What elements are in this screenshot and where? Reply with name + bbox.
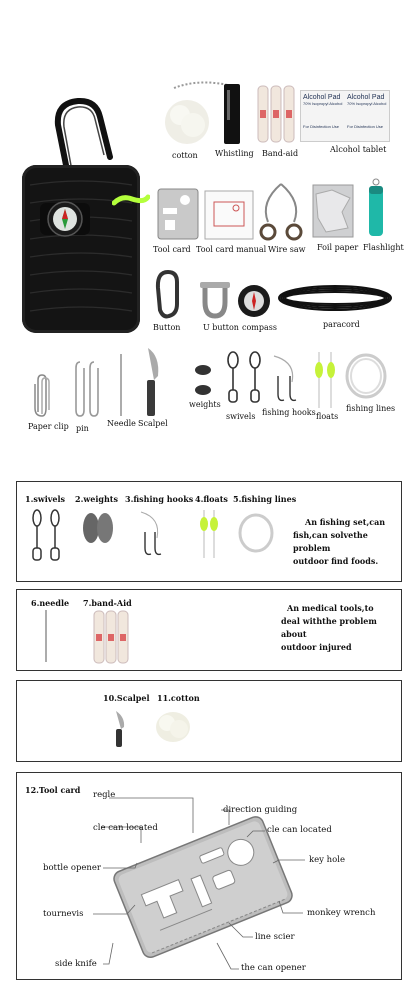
- paper-clip-icon: [32, 372, 52, 420]
- fishing-lines-icon: [344, 352, 388, 400]
- floats-icon: [197, 508, 221, 560]
- alcohol-pad-title-1: Alcohol Pad: [303, 94, 341, 101]
- pin-icon: [72, 358, 104, 420]
- alcohol-pad-foot-2: For Disinfection Use: [347, 124, 384, 129]
- callout-side-knife: side knife: [55, 959, 97, 969]
- item-fishing-hooks: 3.fishing hooks: [125, 494, 194, 504]
- fishing-lines-icon: [237, 512, 275, 554]
- label-pin: pin: [76, 424, 89, 433]
- label-swivels: swivels: [226, 412, 256, 421]
- swivels-icon: [222, 350, 268, 410]
- tool-card-title: 12.Tool card: [25, 785, 81, 795]
- label-paper-clip: Paper clip: [28, 422, 69, 431]
- medical-desc-line: deal withthe problem about: [281, 616, 377, 639]
- label-cotton: cotton: [172, 151, 198, 160]
- band-aid-icon: [256, 84, 296, 144]
- floats-icon: [310, 350, 340, 410]
- tool-card-panel: [16, 772, 402, 980]
- fishing-desc-line: outdoor find foods.: [293, 556, 379, 566]
- label-tool-card: Tool card: [153, 245, 191, 254]
- needle-icon: [117, 352, 125, 418]
- callout-bottle-opener: bottle opener: [43, 863, 101, 873]
- medical-desc-line: outdoor injured: [281, 642, 352, 652]
- scalpel-icon: [142, 346, 162, 418]
- label-button: Button: [153, 323, 181, 332]
- item-weights: 2.weights: [75, 494, 118, 504]
- tool-card-manual-icon: [204, 190, 254, 240]
- alcohol-pad-sub-1: 70% Isopropyl Alcohol: [303, 101, 343, 106]
- label-wire-saw: Wire saw: [268, 245, 306, 254]
- cord-toggle-icon: [112, 193, 150, 213]
- label-whistling: Whistling: [215, 149, 254, 158]
- callout-can-opener: the can opener: [241, 963, 306, 973]
- compass-icon: [234, 283, 274, 319]
- label-flashlight: Flashlight: [363, 243, 404, 252]
- item-band-aid: 7.band-Aid: [83, 598, 132, 608]
- item-swivels: 1.swivels: [25, 494, 66, 504]
- label-fishing-lines: fishing lines: [346, 404, 396, 413]
- callout-line-scier: line scier: [255, 932, 295, 942]
- label-compass: compass: [242, 323, 277, 332]
- fishing-desc-line: An fishing set,can: [305, 517, 386, 527]
- label-u-button: U button: [203, 323, 239, 332]
- label-fishing-hooks: fishing hooks: [262, 408, 316, 417]
- item-floats: 4.floats: [195, 494, 228, 504]
- label-alcohol-tablet: Alcohol tablet: [330, 145, 387, 154]
- label-tool-card-manual: Tool card manual: [196, 245, 267, 254]
- item-cotton: 11.cotton: [157, 693, 200, 703]
- medical-panel: [16, 589, 402, 671]
- fishing-hooks-icon: [135, 508, 165, 560]
- label-band-aid: Band-aid: [262, 149, 299, 158]
- scalpel-cotton-panel: [16, 680, 402, 762]
- callout-cle-left: cle can located: [93, 823, 158, 833]
- label-foil-paper: Foil paper: [317, 243, 359, 252]
- cotton-icon: [153, 709, 193, 745]
- item-scalpel: 10.Scalpel: [103, 693, 150, 703]
- alcohol-pad-sub-2: 70% Isopropyl Alcohol: [347, 101, 387, 106]
- fishing-description: [293, 516, 401, 568]
- medical-desc-line: An medical tools,to: [287, 603, 374, 613]
- whistle-icon: [170, 78, 250, 148]
- fishing-hooks-icon: [268, 352, 302, 406]
- callout-key-hole: key hole: [309, 855, 346, 865]
- needle-icon: [42, 608, 50, 664]
- callout-tournevis: tournevis: [43, 909, 84, 919]
- label-weights: weights: [189, 400, 221, 409]
- scalpel-icon: [113, 709, 127, 749]
- fishing-desc-line: fish,can solvethe problem: [293, 530, 368, 553]
- callout-cle-right: cle can located: [267, 825, 332, 835]
- swivels-icon: [27, 508, 65, 566]
- u-button-icon: [198, 276, 232, 322]
- callout-monkey-wrench: monkey wrench: [307, 908, 376, 918]
- label-scalpel: Scalpel: [138, 419, 168, 428]
- item-fishing-lines: 5.fishing lines: [233, 494, 297, 504]
- alcohol-pad-foot-1: For Disinfection Use: [303, 124, 340, 129]
- callout-lines: [17, 773, 401, 979]
- case-compass-icon: [40, 197, 90, 241]
- callout-regle: regle: [93, 790, 116, 800]
- fishing-set-panel: [16, 481, 402, 582]
- survival-case: [22, 165, 140, 333]
- foil-paper-icon: [312, 184, 354, 238]
- paracord-icon: [276, 282, 394, 314]
- label-paracord: paracord: [323, 320, 360, 329]
- medical-description: [281, 602, 401, 654]
- button-carabiner-icon: [155, 268, 181, 320]
- product-photo: [0, 0, 416, 470]
- alcohol-pad-title-2: Alcohol Pad: [347, 94, 385, 101]
- label-needle: Needle: [107, 419, 136, 428]
- wire-saw-icon: [258, 182, 304, 242]
- tool-card-icon: [157, 188, 199, 240]
- label-floats: floats: [316, 412, 339, 421]
- weights-icon: [81, 510, 115, 546]
- weights-icon: [192, 362, 214, 398]
- item-needle: 6.needle: [31, 598, 70, 608]
- callout-direction-guiding: direction guiding: [223, 805, 298, 815]
- band-aid-icon: [93, 610, 129, 664]
- flashlight-icon: [366, 178, 386, 240]
- alcohol-pad: [300, 90, 390, 142]
